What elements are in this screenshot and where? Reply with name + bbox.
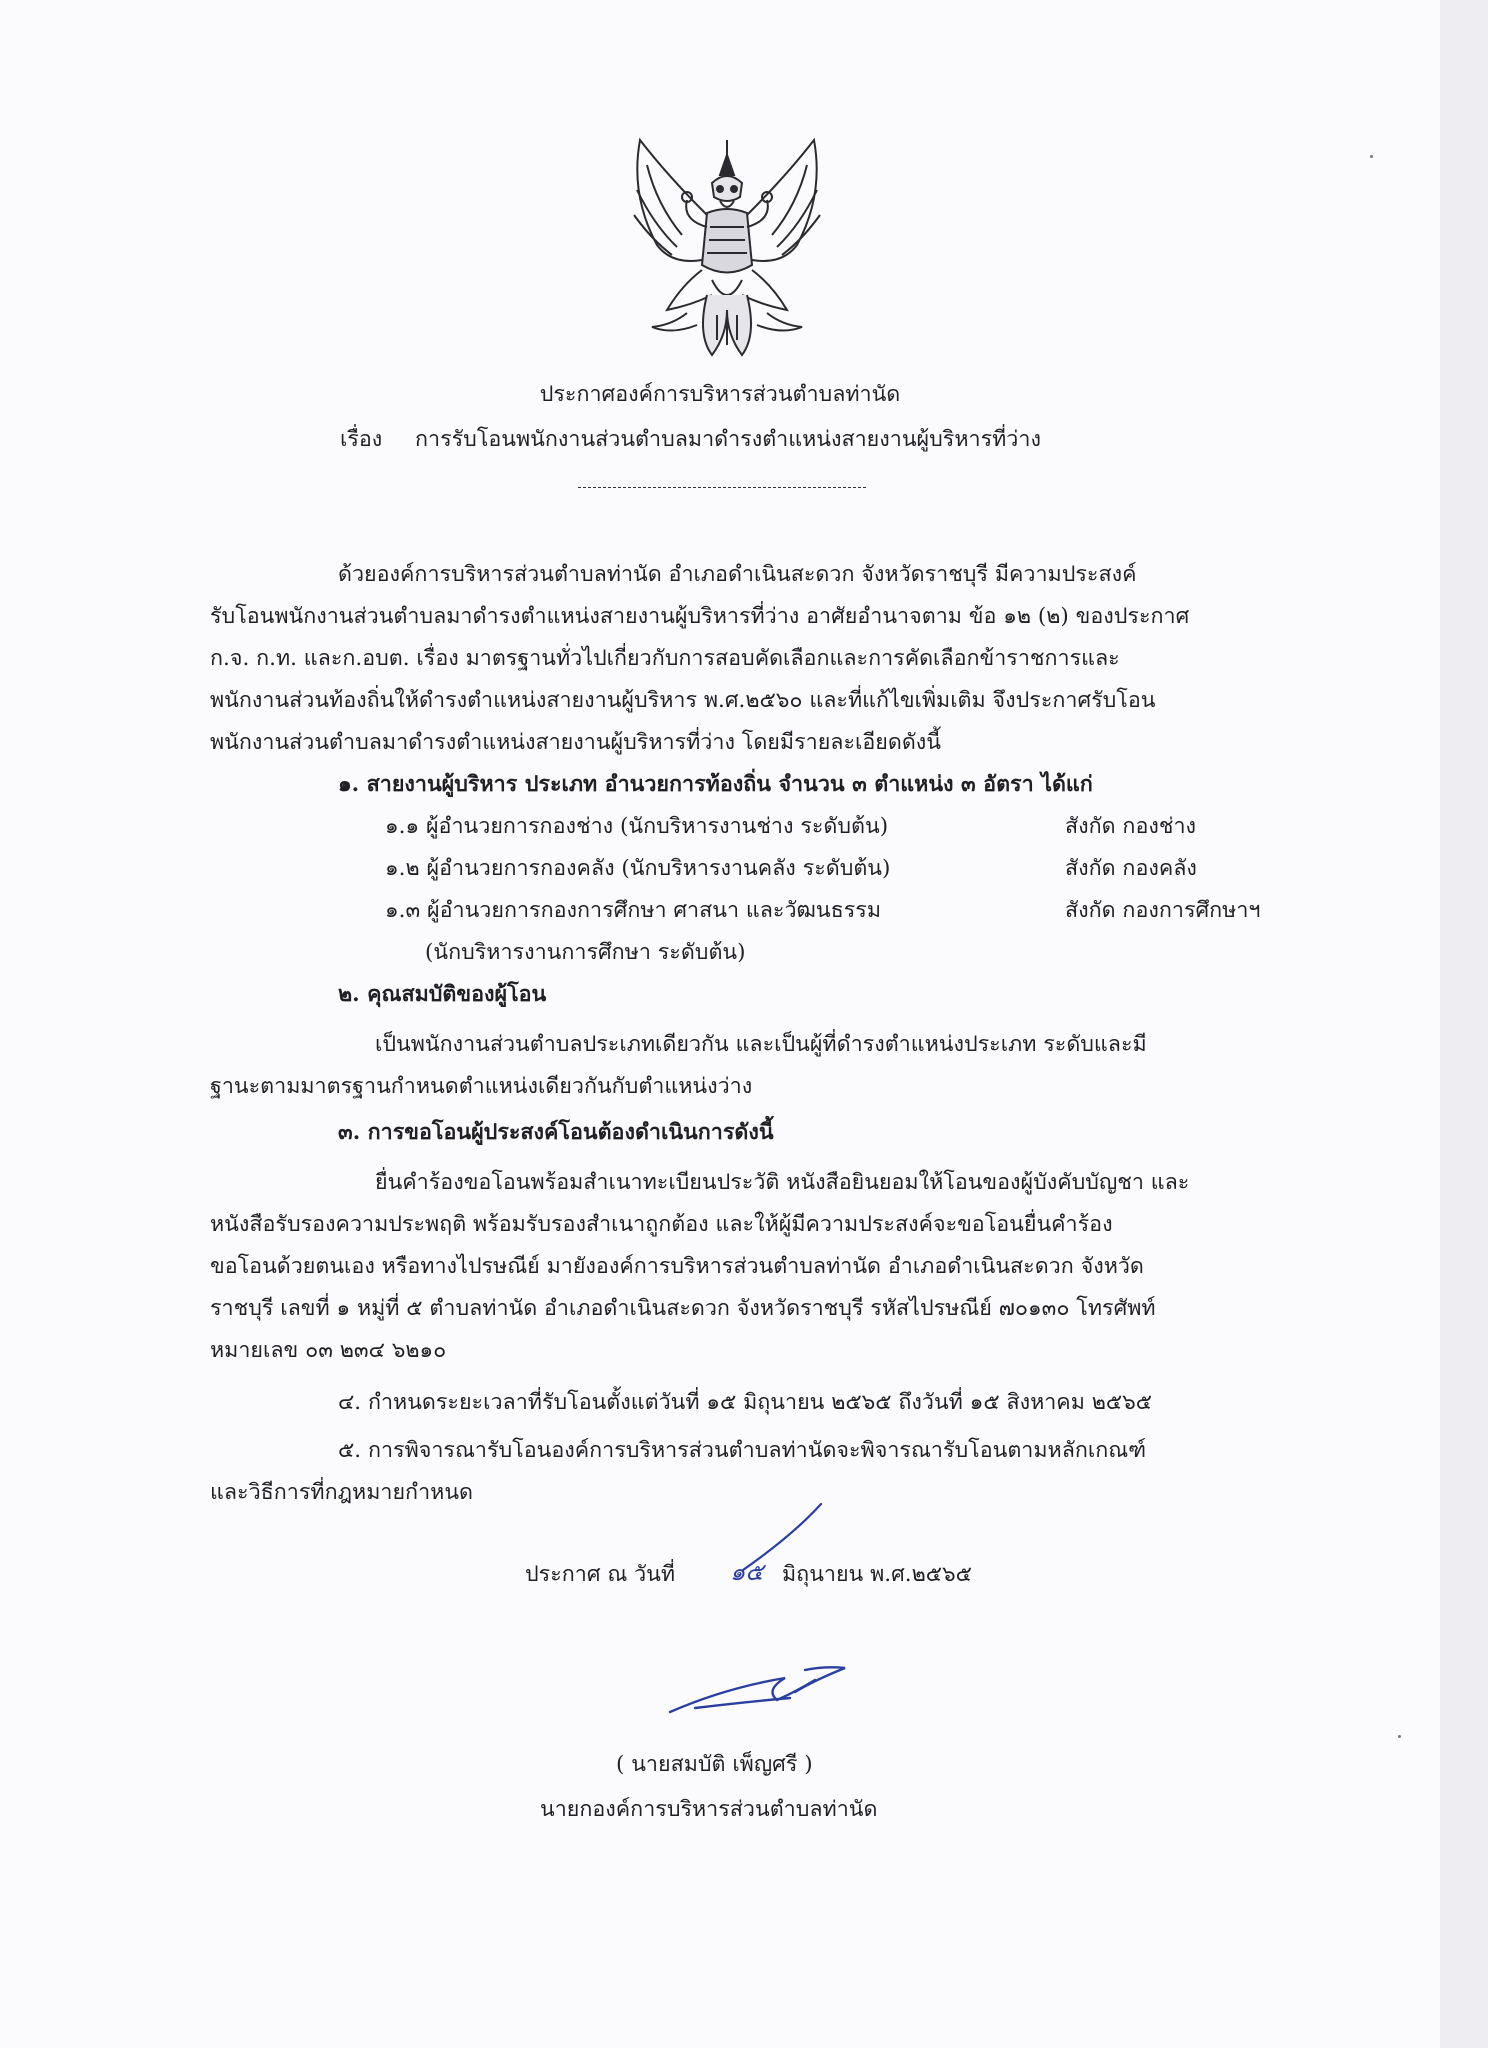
- scan-speck: [1398, 1735, 1401, 1738]
- subject-label: เรื่อง: [340, 427, 383, 452]
- signer-name: ( นายสมบัติ เพ็ญศรี ): [616, 1752, 813, 1777]
- announce-day-handwritten: ๑๕: [730, 1558, 764, 1586]
- section-1-item-3-dept: สังกัด กองการศึกษาฯ: [1065, 898, 1261, 923]
- announce-suffix: มิถุนายน พ.ศ.๒๕๖๕: [782, 1562, 972, 1587]
- section-5-line-1: ๕. การพิจารณารับโอนองค์การบริหารส่วนตำบลท่านัดจะพิจารณารับโอนตามหลักเกณฑ์: [338, 1438, 1147, 1463]
- subject-text: การรับโอนพนักงานส่วนตำบลมาดำรงตำแหน่งสายงานผู้บริหารที่ว่าง: [415, 427, 1041, 452]
- intro-line-1: ด้วยองค์การบริหารส่วนตำบลท่านัด อำเภอดำเนินสะดวก จังหวัดราชบุรี มีความประสงค์: [338, 562, 1137, 587]
- section-5-line-2: และวิธีการที่กฎหมายกำหนด: [210, 1480, 473, 1505]
- intro-line-3: ก.จ. ก.ท. และก.อบต. เรื่อง มาตรฐานทั่วไปเกี่ยวกับการสอบคัดเลือกและการคัดเลือกข้าราชการและ: [210, 646, 1120, 671]
- garuda-emblem-icon: [612, 135, 842, 360]
- section-1-heading: ๑. สายงานผู้บริหาร ประเภท อำนวยการท้องถิ่น จำนวน ๓ ตำแหน่ง ๓ อัตรา ได้แก่: [338, 772, 1093, 797]
- section-2-line-2: ฐานะตามมาตรฐานกำหนดตำแหน่งเดียวกันกับตำแหน่งว่าง: [210, 1074, 753, 1099]
- intro-line-5: พนักงานส่วนตำบลมาดำรงตำแหน่งสายงานผู้บริหารที่ว่าง โดยมีรายละเอียดดังนี้: [210, 730, 941, 755]
- intro-line-2: รับโอนพนักงานส่วนตำบลมาดำรงตำแหน่งสายงานผู้บริหารที่ว่าง อาศัยอำนาจตาม ข้อ ๑๒ (๒) ของประกาศ: [210, 604, 1190, 629]
- scanner-edge: [1440, 0, 1488, 2048]
- section-3-line-3: ขอโอนด้วยตนเอง หรือทางไปรษณีย์ มายังองค์การบริหารส่วนตำบลท่านัด อำเภอดำเนินสะดวก จังหวัด: [210, 1254, 1144, 1279]
- section-1-item-2-dept: สังกัด กองคลัง: [1065, 856, 1197, 881]
- handwritten-stroke-icon: [703, 1500, 833, 1575]
- title-divider: [578, 487, 866, 488]
- section-3-line-2: หนังสือรับรองความประพฤติ พร้อมรับรองสำเนาถูกต้อง และให้ผู้มีความประสงค์จะขอโอนยื่นคำร้อง: [210, 1212, 1113, 1237]
- announcement-title: ประกาศองค์การบริหารส่วนตำบลท่านัด: [539, 382, 901, 407]
- section-1-item-3-cont: (นักบริหารงานการศึกษา ระดับต้น): [425, 940, 746, 965]
- section-1-item-1-dept: สังกัด กองช่าง: [1065, 814, 1197, 839]
- section-3-line-4: ราชบุรี เลขที่ ๑ หมู่ที่ ๕ ตำบลท่านัด อำเภอดำเนินสะดวก จังหวัดราชบุรี รหัสไปรษณีย์ ๗๐๑๓๐ โทรศัพท์: [210, 1296, 1156, 1321]
- section-2-heading: ๒. คุณสมบัติของผู้โอน: [338, 982, 547, 1007]
- section-3-line-5: หมายเลข ๐๓ ๒๓๔ ๖๒๑๐: [210, 1338, 447, 1363]
- section-4-text: ๔. กำหนดระยะเวลาที่รับโอนตั้งแต่วันที่ ๑๕ มิถุนายน ๒๕๖๕ ถึงวันที่ ๑๕ สิงหาคม ๒๕๖๕: [338, 1390, 1153, 1415]
- scan-speck: [1370, 155, 1373, 158]
- section-3-line-1: ยื่นคำร้องขอโอนพร้อมสำเนาทะเบียนประวัติ หนังสือยินยอมให้โอนของผู้บังคับบัญชา และ: [375, 1170, 1190, 1195]
- section-1-item-2: ๑.๒ ผู้อำนวยการกองคลัง (นักบริหารงานคลัง ระดับต้น): [385, 856, 891, 881]
- section-1-item-3: ๑.๓ ผู้อำนวยการกองการศึกษา ศาสนา และวัฒนธรรม: [385, 898, 882, 923]
- announce-prefix: ประกาศ ณ วันที่: [525, 1562, 676, 1587]
- signature-icon: [665, 1660, 850, 1720]
- section-2-line-1: เป็นพนักงานส่วนตำบลประเภทเดียวกัน และเป็นผู้ที่ดำรงตำแหน่งประเภท ระดับและมี: [375, 1032, 1147, 1057]
- section-1-item-1: ๑.๑ ผู้อำนวยการกองช่าง (นักบริหารงานช่าง ระดับต้น): [385, 814, 889, 839]
- signer-position: นายกองค์การบริหารส่วนตำบลท่านัด: [540, 1797, 878, 1822]
- intro-line-4: พนักงานส่วนท้องถิ่นให้ดำรงตำแหน่งสายงานผู้บริหาร พ.ศ.๒๕๖๐ และที่แก้ไขเพิ่มเติม จึงประกาศรับโอน: [210, 688, 1156, 713]
- section-3-heading: ๓. การขอโอนผู้ประสงค์โอนต้องดำเนินการดังนี้: [338, 1120, 774, 1145]
